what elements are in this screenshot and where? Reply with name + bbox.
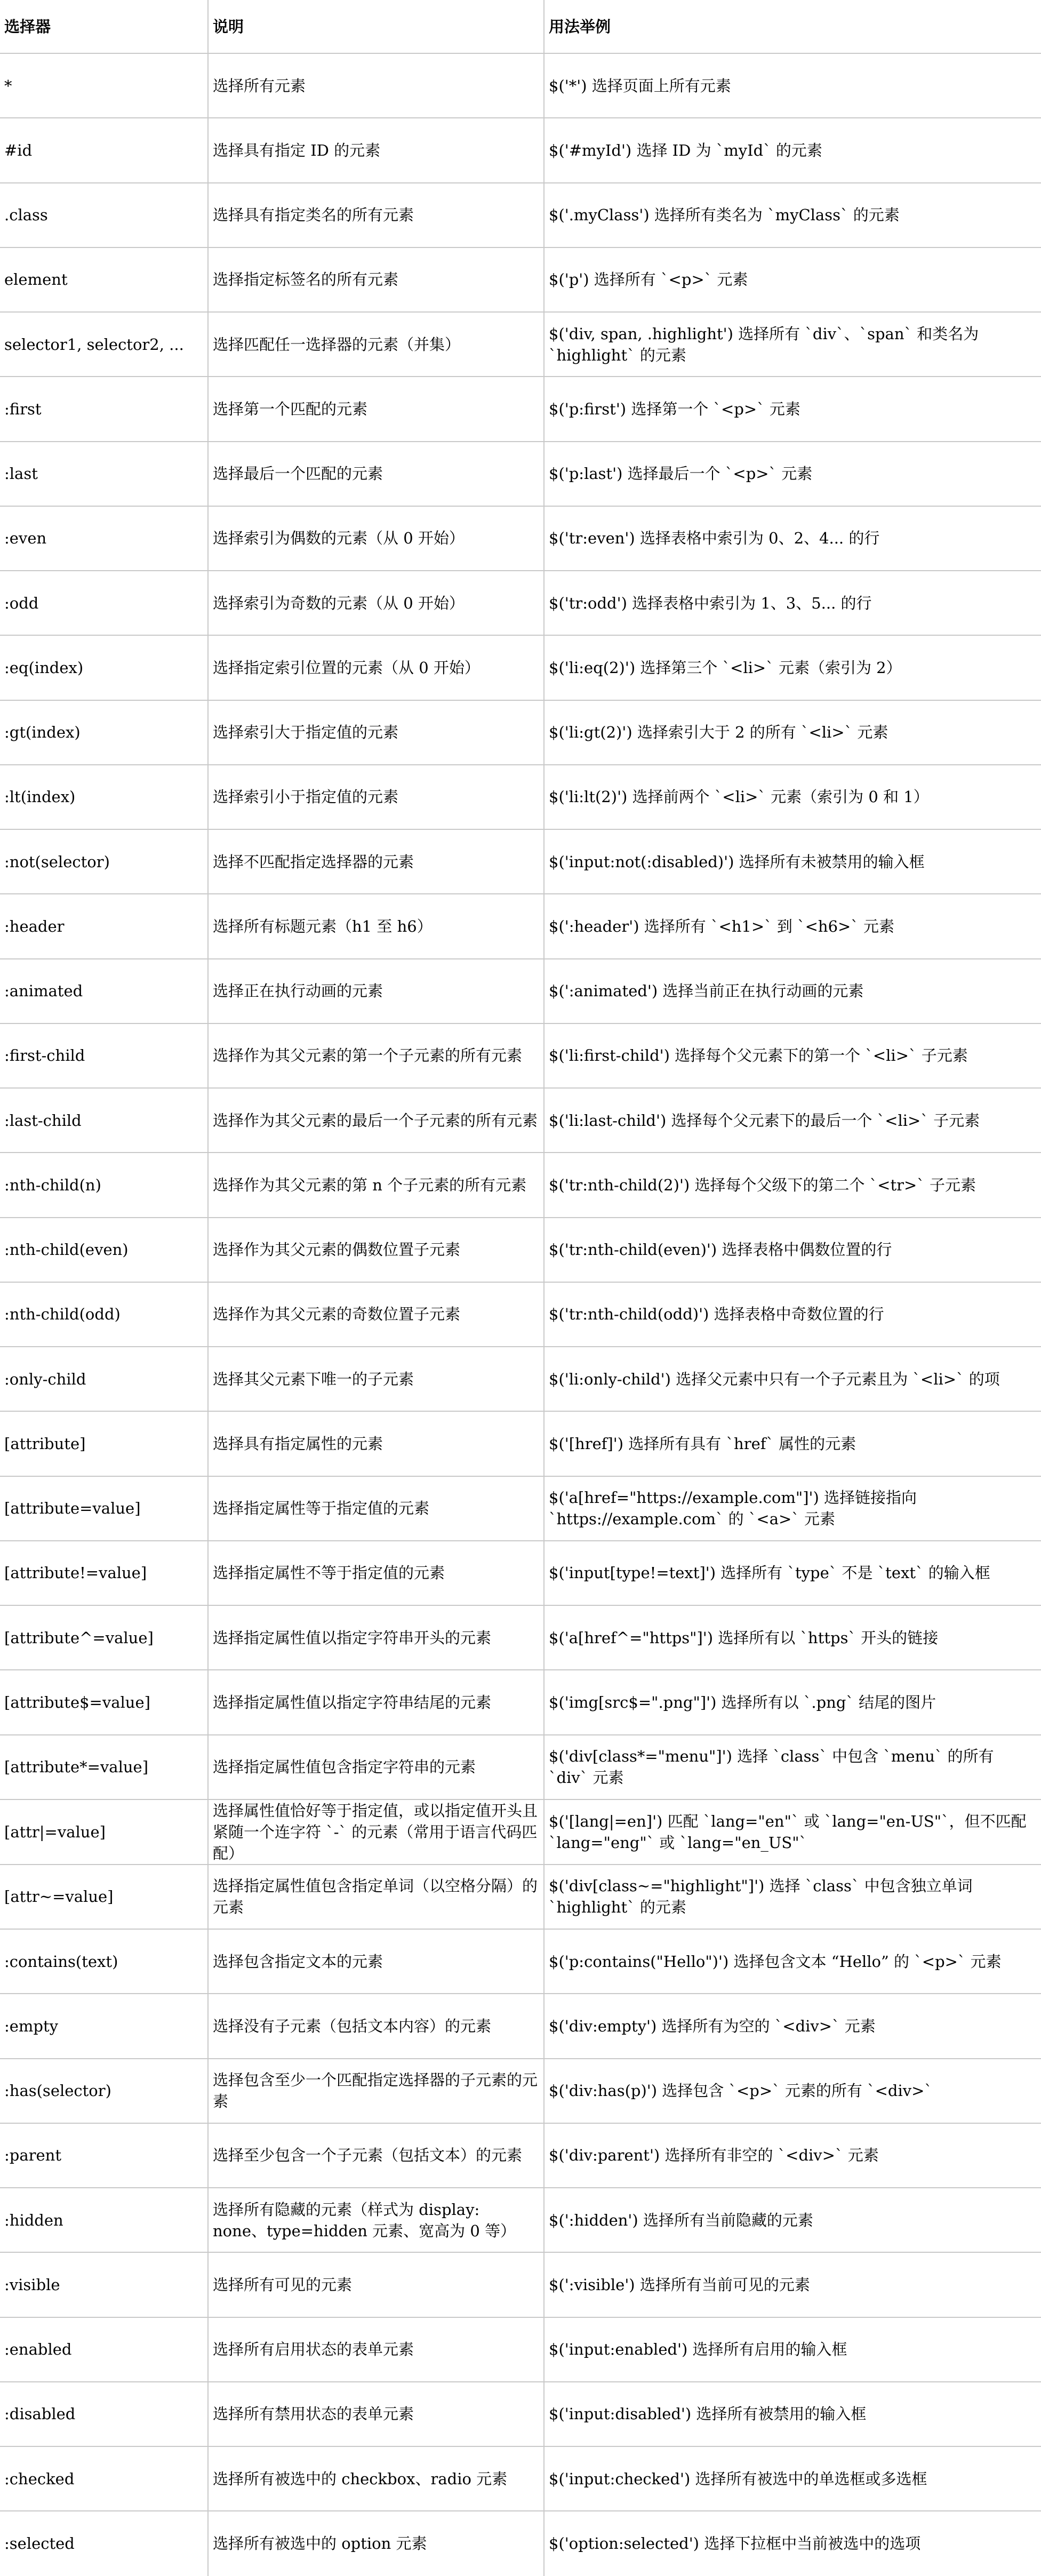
table-header-row — [0, 0, 1041, 53]
table-row — [0, 377, 1041, 441]
table-row — [0, 1153, 1041, 1217]
cell-description: 选择最后一个匹配的元素 — [208, 442, 544, 506]
cell-selector: #id — [0, 118, 208, 182]
cell-description: 选择具有指定 ID 的元素 — [208, 118, 544, 182]
table-row — [0, 1994, 1041, 2058]
table-row — [0, 2446, 1041, 2511]
cell-description: 选择所有标题元素（h1 至 h6） — [208, 894, 544, 958]
cell-example: $('p:first') 选择第一个 `<p>` 元素 — [544, 377, 1041, 441]
cell-description: 选择包含至少一个匹配指定选择器的子元素的元素 — [208, 2059, 544, 2123]
table-row — [0, 506, 1041, 571]
table-row — [0, 765, 1041, 829]
table-row — [0, 1670, 1041, 1734]
cell-selector: [attr|=value] — [0, 1799, 208, 1865]
cell-description: 选择索引为奇数的元素（从 0 开始） — [208, 571, 544, 635]
cell-description: 选择作为其父元素的奇数位置子元素 — [208, 1282, 544, 1347]
table-row — [0, 1929, 1041, 1994]
cell-example: $('div:empty') 选择所有为空的 `<div>` 元素 — [544, 1994, 1041, 2058]
cell-description: 选择指定属性值包含指定单词（以空格分隔）的元素 — [208, 1865, 544, 1929]
cell-description: 选择作为其父元素的最后一个子元素的所有元素 — [208, 1088, 544, 1153]
cell-example: $('li:eq(2)') 选择第三个 `<li>` 元素（索引为 2） — [544, 635, 1041, 700]
cell-description: 选择所有禁用状态的表单元素 — [208, 2382, 544, 2446]
cell-example: $('div:parent') 选择所有非空的 `<div>` 元素 — [544, 2123, 1041, 2188]
cell-description: 选择所有隐藏的元素（样式为 display: none、type=hidden 元素、宽高为 0 等） — [208, 2188, 544, 2252]
cell-selector: :nth-child(odd) — [0, 1282, 208, 1347]
cell-description: 选择索引大于指定值的元素 — [208, 700, 544, 765]
cell-example: $('div:has(p)') 选择包含 `<p>` 元素的所有 `<div>` — [544, 2059, 1041, 2123]
cell-example: $('tr:nth-child(odd)') 选择表格中奇数位置的行 — [544, 1282, 1041, 1347]
table-row — [0, 2123, 1041, 2188]
cell-selector: :not(selector) — [0, 829, 208, 894]
cell-example: $('a[href="https://example.com"]') 选择链接指向 `https://example.com` 的 `<a>` 元素 — [544, 1476, 1041, 1541]
table-row — [0, 312, 1041, 377]
cell-example: $('img[src$=".png"]') 选择所有以 `.png` 结尾的图片 — [544, 1670, 1041, 1734]
table-row — [0, 829, 1041, 894]
cell-description: 选择包含指定文本的元素 — [208, 1929, 544, 1994]
cell-selector: :disabled — [0, 2382, 208, 2446]
table-row — [0, 183, 1041, 247]
table-row — [0, 2188, 1041, 2252]
cell-description: 选择索引为偶数的元素（从 0 开始） — [208, 506, 544, 571]
cell-selector: :visible — [0, 2252, 208, 2317]
cell-example: $('#myId') 选择 ID 为 `myId` 的元素 — [544, 118, 1041, 182]
cell-selector: :has(selector) — [0, 2059, 208, 2123]
cell-example: $('tr:nth-child(2)') 选择每个父级下的第二个 `<tr>` 子元素 — [544, 1153, 1041, 1217]
cell-description: 选择所有被选中的 checkbox、radio 元素 — [208, 2446, 544, 2511]
cell-description: 选择指定属性值以指定字符串开头的元素 — [208, 1605, 544, 1670]
cell-example: $('option:selected') 选择下拉框中当前被选中的选项 — [544, 2511, 1041, 2575]
cell-selector: :only-child — [0, 1347, 208, 1411]
cell-selector: :nth-child(n) — [0, 1153, 208, 1217]
table-row — [0, 2317, 1041, 2382]
cell-example: $(':header') 选择所有 `<h1>` 到 `<h6>` 元素 — [544, 894, 1041, 958]
cell-description: 选择具有指定类名的所有元素 — [208, 183, 544, 247]
cell-description: 选择作为其父元素的第一个子元素的所有元素 — [208, 1023, 544, 1088]
table-row — [0, 1605, 1041, 1670]
cell-description: 选择正在执行动画的元素 — [208, 959, 544, 1023]
cell-selector: :last-child — [0, 1088, 208, 1153]
cell-description: 选择第一个匹配的元素 — [208, 377, 544, 441]
cell-description: 选择指定属性等于指定值的元素 — [208, 1476, 544, 1541]
cell-description: 选择指定属性值包含指定字符串的元素 — [208, 1735, 544, 1799]
cell-selector: :parent — [0, 2123, 208, 2188]
cell-example: $('[lang|=en]') 匹配 `lang="en"` 或 `lang="en-US"`，但不匹配 `lang="eng"` 或 `lang="en_US"` — [544, 1799, 1041, 1865]
table-row — [0, 2382, 1041, 2446]
cell-example: $('div[class*="menu"]') 选择 `class` 中包含 `menu` 的所有 `div` 元素 — [544, 1735, 1041, 1799]
cell-example: $('li:last-child') 选择每个父元素下的最后一个 `<li>` 子元素 — [544, 1088, 1041, 1153]
cell-selector: :eq(index) — [0, 635, 208, 700]
table-row — [0, 2252, 1041, 2317]
cell-selector: :first — [0, 377, 208, 441]
cell-selector: [attribute$=value] — [0, 1670, 208, 1734]
cell-selector: [attr~=value] — [0, 1865, 208, 1929]
table-row — [0, 1218, 1041, 1282]
table-row — [0, 1476, 1041, 1541]
cell-selector: [attribute=value] — [0, 1476, 208, 1541]
table-row — [0, 1023, 1041, 1088]
cell-selector: :lt(index) — [0, 765, 208, 829]
cell-description: 选择属性值恰好等于指定值，或以指定值开头且紧随一个连字符 `-` 的元素（常用于语言代码匹配） — [208, 1799, 544, 1865]
cell-example: $('input:checked') 选择所有被选中的单选框或多选框 — [544, 2446, 1041, 2511]
cell-description: 选择指定属性不等于指定值的元素 — [208, 1541, 544, 1605]
cell-example: $('input:enabled') 选择所有启用的输入框 — [544, 2317, 1041, 2382]
cell-example: $('div[class~="highlight"]') 选择 `class` 中包含独立单词 `highlight` 的元素 — [544, 1865, 1041, 1929]
header-selector: 选择器 — [0, 0, 208, 53]
cell-description: 选择其父元素下唯一的子元素 — [208, 1347, 544, 1411]
cell-example: $('tr:even') 选择表格中索引为 0、2、4... 的行 — [544, 506, 1041, 571]
cell-selector: [attribute*=value] — [0, 1735, 208, 1799]
table-row — [0, 2511, 1041, 2575]
cell-example: $('p:last') 选择最后一个 `<p>` 元素 — [544, 442, 1041, 506]
cell-example: $('p') 选择所有 `<p>` 元素 — [544, 247, 1041, 312]
table-row — [0, 1411, 1041, 1476]
cell-selector: :odd — [0, 571, 208, 635]
cell-selector: :animated — [0, 959, 208, 1023]
cell-example: $('input:disabled') 选择所有被禁用的输入框 — [544, 2382, 1041, 2446]
cell-selector: :selected — [0, 2511, 208, 2575]
cell-selector: .class — [0, 183, 208, 247]
table-row — [0, 247, 1041, 312]
cell-example: $('tr:odd') 选择表格中索引为 1、3、5... 的行 — [544, 571, 1041, 635]
table-row — [0, 1347, 1041, 1411]
cell-example: $('li:lt(2)') 选择前两个 `<li>` 元素（索引为 0 和 1） — [544, 765, 1041, 829]
cell-example: $('p:contains("Hello")') 选择包含文本 “Hello” 的 `<p>` 元素 — [544, 1929, 1041, 1994]
cell-example: $('li:only-child') 选择父元素中只有一个子元素且为 `<li>` 的项 — [544, 1347, 1041, 1411]
table-row — [0, 53, 1041, 118]
cell-selector: selector1, selector2, ... — [0, 312, 208, 377]
cell-selector: [attribute^=value] — [0, 1605, 208, 1670]
cell-example: $('.myClass') 选择所有类名为 `myClass` 的元素 — [544, 183, 1041, 247]
cell-description: 选择指定索引位置的元素（从 0 开始） — [208, 635, 544, 700]
cell-description: 选择具有指定属性的元素 — [208, 1411, 544, 1476]
cell-example: $(':animated') 选择当前正在执行动画的元素 — [544, 959, 1041, 1023]
cell-example: $('input[type!=text]') 选择所有 `type` 不是 `text` 的输入框 — [544, 1541, 1041, 1605]
cell-selector: :checked — [0, 2446, 208, 2511]
cell-selector: :empty — [0, 1994, 208, 2058]
table-row — [0, 1541, 1041, 1605]
cell-description: 选择所有元素 — [208, 53, 544, 118]
cell-selector: :first-child — [0, 1023, 208, 1088]
cell-description: 选择不匹配指定选择器的元素 — [208, 829, 544, 894]
cell-example: $(':hidden') 选择所有当前隐藏的元素 — [544, 2188, 1041, 2252]
cell-example: $('div, span, .highlight') 选择所有 `div`、`span` 和类名为 `highlight` 的元素 — [544, 312, 1041, 377]
table-row — [0, 1799, 1041, 1865]
cell-description: 选择至少包含一个子元素（包括文本）的元素 — [208, 2123, 544, 2188]
cell-example: $(':visible') 选择所有当前可见的元素 — [544, 2252, 1041, 2317]
cell-example: $('li:first-child') 选择每个父元素下的第一个 `<li>` 子元素 — [544, 1023, 1041, 1088]
header-example: 用法举例 — [544, 0, 1041, 53]
table-row — [0, 635, 1041, 700]
cell-example: $('[href]') 选择所有具有 `href` 属性的元素 — [544, 1411, 1041, 1476]
cell-description: 选择所有启用状态的表单元素 — [208, 2317, 544, 2382]
cell-selector: * — [0, 53, 208, 118]
cell-selector: :enabled — [0, 2317, 208, 2382]
cell-selector: :last — [0, 442, 208, 506]
cell-selector: :even — [0, 506, 208, 571]
table-row — [0, 1865, 1041, 1929]
cell-example: $('tr:nth-child(even)') 选择表格中偶数位置的行 — [544, 1218, 1041, 1282]
table-row — [0, 894, 1041, 958]
cell-example: $('a[href^="https"]') 选择所有以 `https` 开头的链接 — [544, 1605, 1041, 1670]
cell-selector: [attribute] — [0, 1411, 208, 1476]
table-row — [0, 2059, 1041, 2123]
table-row — [0, 1282, 1041, 1347]
table-row — [0, 442, 1041, 506]
cell-description: 选择指定属性值以指定字符串结尾的元素 — [208, 1670, 544, 1734]
cell-selector: :gt(index) — [0, 700, 208, 765]
cell-selector: :contains(text) — [0, 1929, 208, 1994]
cell-example: $('li:gt(2)') 选择索引大于 2 的所有 `<li>` 元素 — [544, 700, 1041, 765]
cell-selector: element — [0, 247, 208, 312]
cell-description: 选择指定标签名的所有元素 — [208, 247, 544, 312]
table-row — [0, 1735, 1041, 1799]
cell-description: 选择匹配任一选择器的元素（并集） — [208, 312, 544, 377]
cell-description: 选择没有子元素（包括文本内容）的元素 — [208, 1994, 544, 2058]
table-row — [0, 118, 1041, 182]
cell-example: $('input:not(:disabled)') 选择所有未被禁用的输入框 — [544, 829, 1041, 894]
table-row — [0, 571, 1041, 635]
cell-example: $('*') 选择页面上所有元素 — [544, 53, 1041, 118]
cell-selector: :header — [0, 894, 208, 958]
table-row — [0, 959, 1041, 1023]
cell-description: 选择索引小于指定值的元素 — [208, 765, 544, 829]
cell-selector: :hidden — [0, 2188, 208, 2252]
cell-selector: :nth-child(even) — [0, 1218, 208, 1282]
header-description: 说明 — [208, 0, 544, 53]
table-row — [0, 700, 1041, 765]
cell-description: 选择作为其父元素的偶数位置子元素 — [208, 1218, 544, 1282]
table-row — [0, 1088, 1041, 1153]
cell-selector: [attribute!=value] — [0, 1541, 208, 1605]
table-body — [0, 53, 1041, 2576]
cell-description: 选择作为其父元素的第 n 个子元素的所有元素 — [208, 1153, 544, 1217]
cell-description: 选择所有可见的元素 — [208, 2252, 544, 2317]
cell-description: 选择所有被选中的 option 元素 — [208, 2511, 544, 2575]
